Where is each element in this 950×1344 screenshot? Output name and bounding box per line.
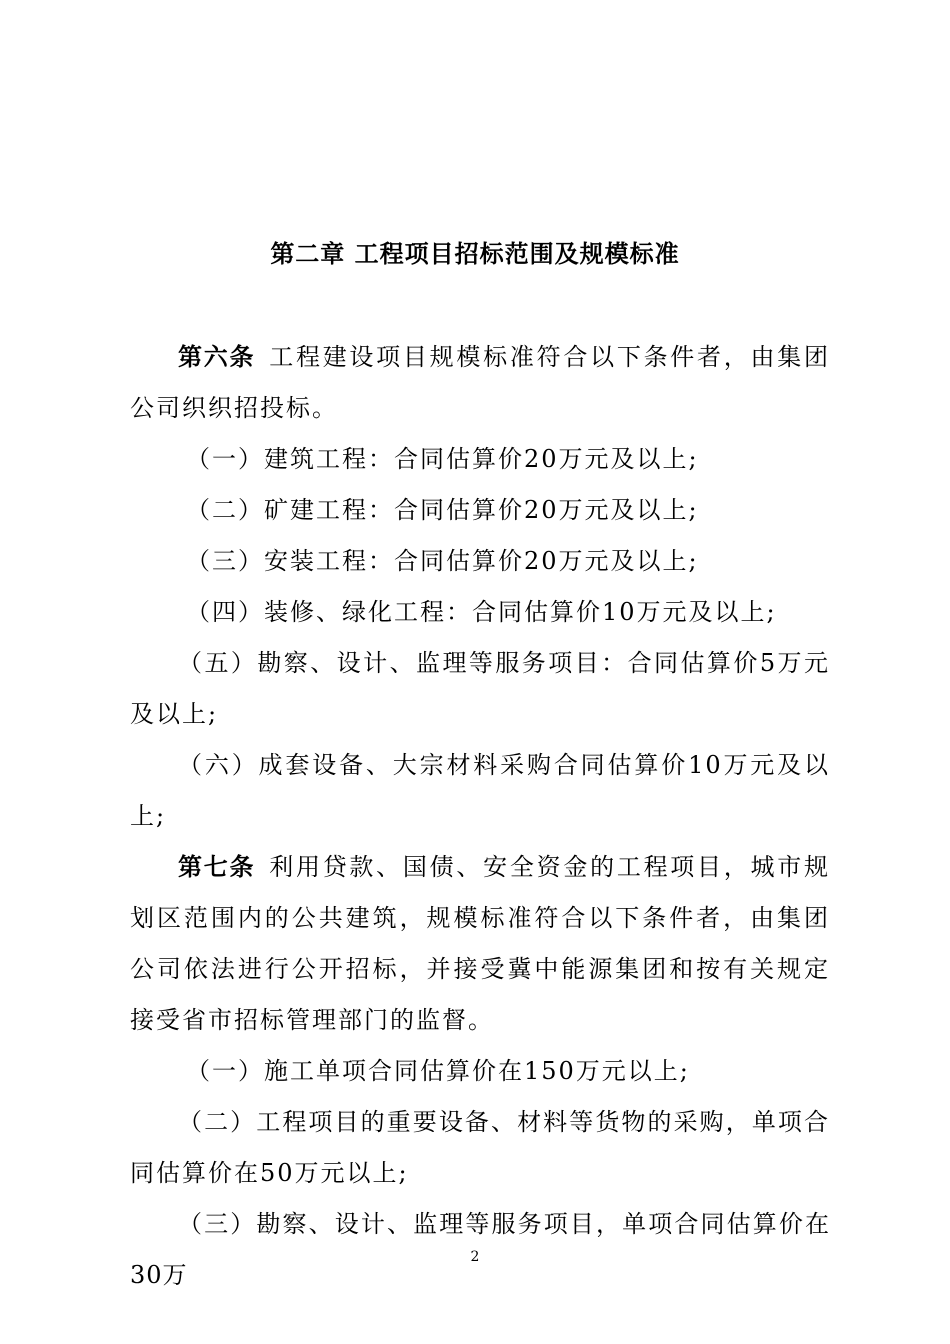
article-7-heading: 第七条: [178, 853, 256, 881]
article-6-item-5: （五）勘察、设计、监理等服务项目：合同估算价5万元及以上;: [130, 649, 830, 728]
article-6-heading: 第六条: [178, 343, 256, 371]
article-6-item-4: （四）装修、绿化工程：合同估算价10万元及以上;: [186, 598, 777, 626]
article-6-text: 工程建设项目规模标准符合以下条件者，由集团公司织织招投标。: [130, 343, 830, 422]
article-6-item-2: （二）矿建工程：合同估算价20万元及以上;: [186, 496, 699, 524]
article-7-item-3: （三）勘察、设计、监理等服务项目，单项合同估算价在30万: [130, 1210, 830, 1289]
page-number: 2: [470, 1249, 480, 1265]
article-7-item-1: （一）施工单项合同估算价在150万元以上;: [186, 1057, 690, 1085]
article-6-item-1: （一）建筑工程：合同估算价20万元及以上;: [186, 445, 699, 473]
article-7-paragraph: [130, 842, 830, 1046]
chapter-title: 第二章 工程项目招标范围及规模标准: [270, 240, 680, 268]
document-body: [130, 332, 830, 1301]
article-7-text: 利用贷款、国债、安全资金的工程项目，城市规划区范围内的公共建筑，规模标准符合以下条件者，由集团公司依法进行公开招标，并接受冀中能源集团和按有关规定接受省市招标管理部门的监督。: [130, 853, 830, 1034]
article-6-item-6: （六）成套设备、大宗材料采购合同估算价10万元及以上;: [130, 751, 830, 830]
article-6-item-3: （三）安装工程：合同估算价20万元及以上;: [186, 547, 699, 575]
article-7-item-2: （二）工程项目的重要设备、材料等货物的采购，单项合同估算价在50万元以上;: [130, 1108, 830, 1187]
article-6-paragraph: [130, 332, 830, 434]
